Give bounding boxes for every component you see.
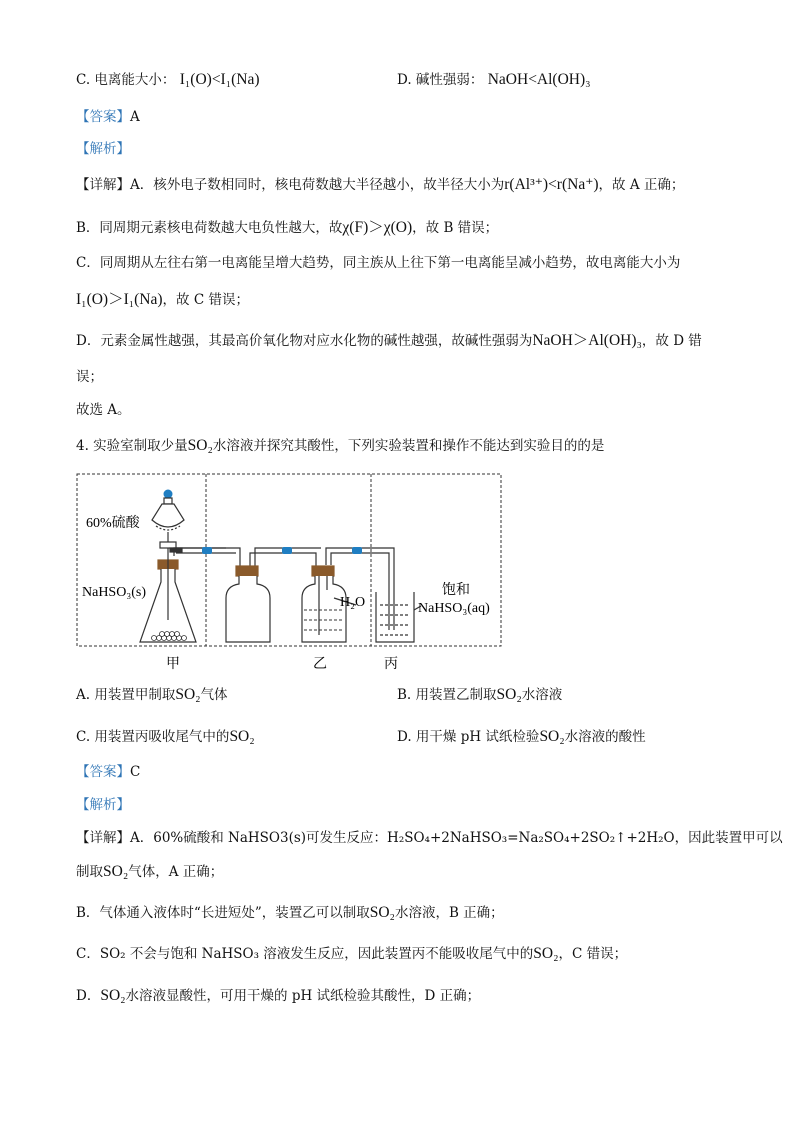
q3-option-c-formula: I₁(O)<I₁(Na) (179, 71, 260, 88)
detail-tag: 【详解】 (76, 177, 130, 193)
q3-option-d-text: D. 碱性强弱： (397, 72, 484, 88)
detail-d-text: D．元素金属性越强，其最高价氧化物对应水化物的碱性越强，故碱性强弱为 (76, 333, 533, 349)
label-yi: 乙 (313, 657, 327, 672)
q3-option-d-formula: NaOH<Al(OH)₃ (487, 71, 591, 88)
q4-detail-d (76, 986, 480, 1006)
q3-answer (76, 107, 140, 127)
q3-option-d (397, 70, 591, 90)
answer-value: A (130, 109, 140, 125)
q4-analysis-tag: 【解析】 (76, 797, 130, 813)
q4-option-d-end: 水溶液的酸性 (564, 729, 646, 745)
q3-detail-b (76, 218, 498, 238)
q4-option-a-text: A. 用装置甲制取 (76, 687, 176, 703)
detail-c-formula: SO₂ (533, 945, 559, 962)
detail-d-formula: NaOH＞Al(OH)₃ (532, 332, 642, 349)
detail-d-end: 水溶液显酸性，可用干燥的 pH 试纸检验其酸性，D 正确； (125, 988, 481, 1004)
q4-option-b-text: B. 用装置乙制取 (397, 687, 497, 703)
q3-detail-d (76, 331, 702, 351)
label-nahso3-aq: NaHSO₃(aq) (418, 601, 490, 616)
separatory-funnel (152, 504, 184, 527)
detail-d-formula: SO₂ (100, 987, 126, 1004)
q4-option-b (397, 685, 562, 705)
detail-a-end: ，故 A 正确； (598, 177, 685, 193)
detail-a-formula: r(Al³⁺)<r(Na⁺) (504, 176, 599, 193)
label-jia: 甲 (166, 657, 180, 672)
q3-option-c (76, 70, 260, 90)
detail-a-text: A．60%硫酸和 NaHSO3(s)可发生反应：H₂SO₄+2NaHSO₃=Na₂SO₄+2SO₂↑+2H₂O，因此装置甲可以 (130, 830, 783, 846)
q3-conclusion: 故选 A。 (76, 402, 131, 418)
detail-b-formula: χ(F)＞χ(O) (342, 219, 413, 236)
label-bing: 丙 (384, 657, 398, 672)
q4-detail-a2 (76, 862, 223, 882)
detail-a-text: A．核外电子数相同时，核电荷数越大半径越小，故半径大小为 (130, 177, 505, 193)
answer-value: C (130, 764, 141, 780)
detail-a-end: 气体，A 正确； (128, 864, 224, 880)
detail-c-end: ，故 C 错误； (162, 292, 249, 308)
q3-detail-d2: 误； (76, 369, 103, 385)
q4-option-a-formula: SO₂ (175, 686, 201, 703)
q4-option-b-formula: SO₂ (496, 686, 522, 703)
q4-option-b-end: 水溶液 (521, 687, 563, 703)
q4-detail-b (76, 903, 504, 923)
detail-c-formula: I₁(O)＞I₁(Na) (76, 291, 163, 308)
label-water: H₂O (340, 595, 366, 610)
detail-tag: 【详解】 (76, 830, 130, 846)
answer-tag: 【答案】 (76, 764, 130, 780)
detail-b-formula: SO₂ (369, 904, 395, 921)
q4-stem-prefix: 4. 实验室制取少量 (76, 438, 188, 454)
q4-detail-a (76, 828, 783, 848)
funnel-stopper-icon (164, 490, 173, 499)
q3-detail-c2 (76, 290, 249, 310)
figure-frame (77, 474, 501, 646)
q4-detail-c (76, 944, 627, 964)
q4-option-a (76, 685, 228, 705)
label-acid: 60%硫酸 (86, 516, 140, 531)
detail-b-end: 水溶液，B 正确； (394, 905, 504, 921)
detail-d-text: D． (76, 988, 101, 1004)
answer-tag: 【答案】 (76, 109, 130, 125)
q3-option-c-text: C. 电离能大小： (76, 72, 176, 88)
detail-a-formula: SO₂ (103, 863, 129, 880)
q3-analysis-tag: 【解析】 (76, 141, 130, 157)
q4-option-d-text: D. 用干燥 pH 试纸检验 (397, 729, 540, 745)
detail-b-text: B．气体通入液体时“长进短处”，装置乙可以制取 (76, 905, 370, 921)
apparatus-figure (76, 470, 504, 675)
detail-b-end: ，故 B 错误； (412, 220, 499, 236)
detail-b-text: B．同周期元素核电荷数越大电负性越大，故 (76, 220, 343, 236)
q4-answer (76, 762, 140, 782)
label-saturated: 饱和 (442, 583, 470, 598)
empty-bottle (226, 576, 270, 642)
detail-a-text2: 制取 (76, 864, 103, 880)
q3-detail-c1: C．同周期从左往右第一电离能呈增大趋势，同主族从上往下第一电离能呈减小趋势，故电离能大小为 (76, 255, 681, 271)
q4-stem (76, 436, 604, 456)
q4-option-c-text: C. 用装置丙吸收尾气中的 (76, 729, 230, 745)
q4-option-c-formula: SO₂ (229, 728, 255, 745)
q4-stem-formula: SO₂ (187, 437, 213, 454)
q4-option-d (397, 727, 646, 747)
q4-option-c (76, 727, 255, 747)
detail-c-end: ，C 错误； (558, 946, 628, 962)
q3-detail-a (76, 175, 684, 195)
q4-option-d-formula: SO₂ (539, 728, 565, 745)
q4-stem-suffix: 水溶液并探究其酸性，下列实验装置和操作不能达到实验目的的是 (212, 438, 605, 454)
detail-d-end: ，故 D 错 (641, 333, 702, 349)
label-solid: NaHSO₃(s) (82, 585, 146, 600)
detail-c-text: C．SO₂ 不会与饱和 NaHSO₃ 溶液发生反应，因此装置丙不能吸收尾气中的 (76, 946, 534, 962)
q4-option-a-end: 气体 (200, 687, 228, 703)
